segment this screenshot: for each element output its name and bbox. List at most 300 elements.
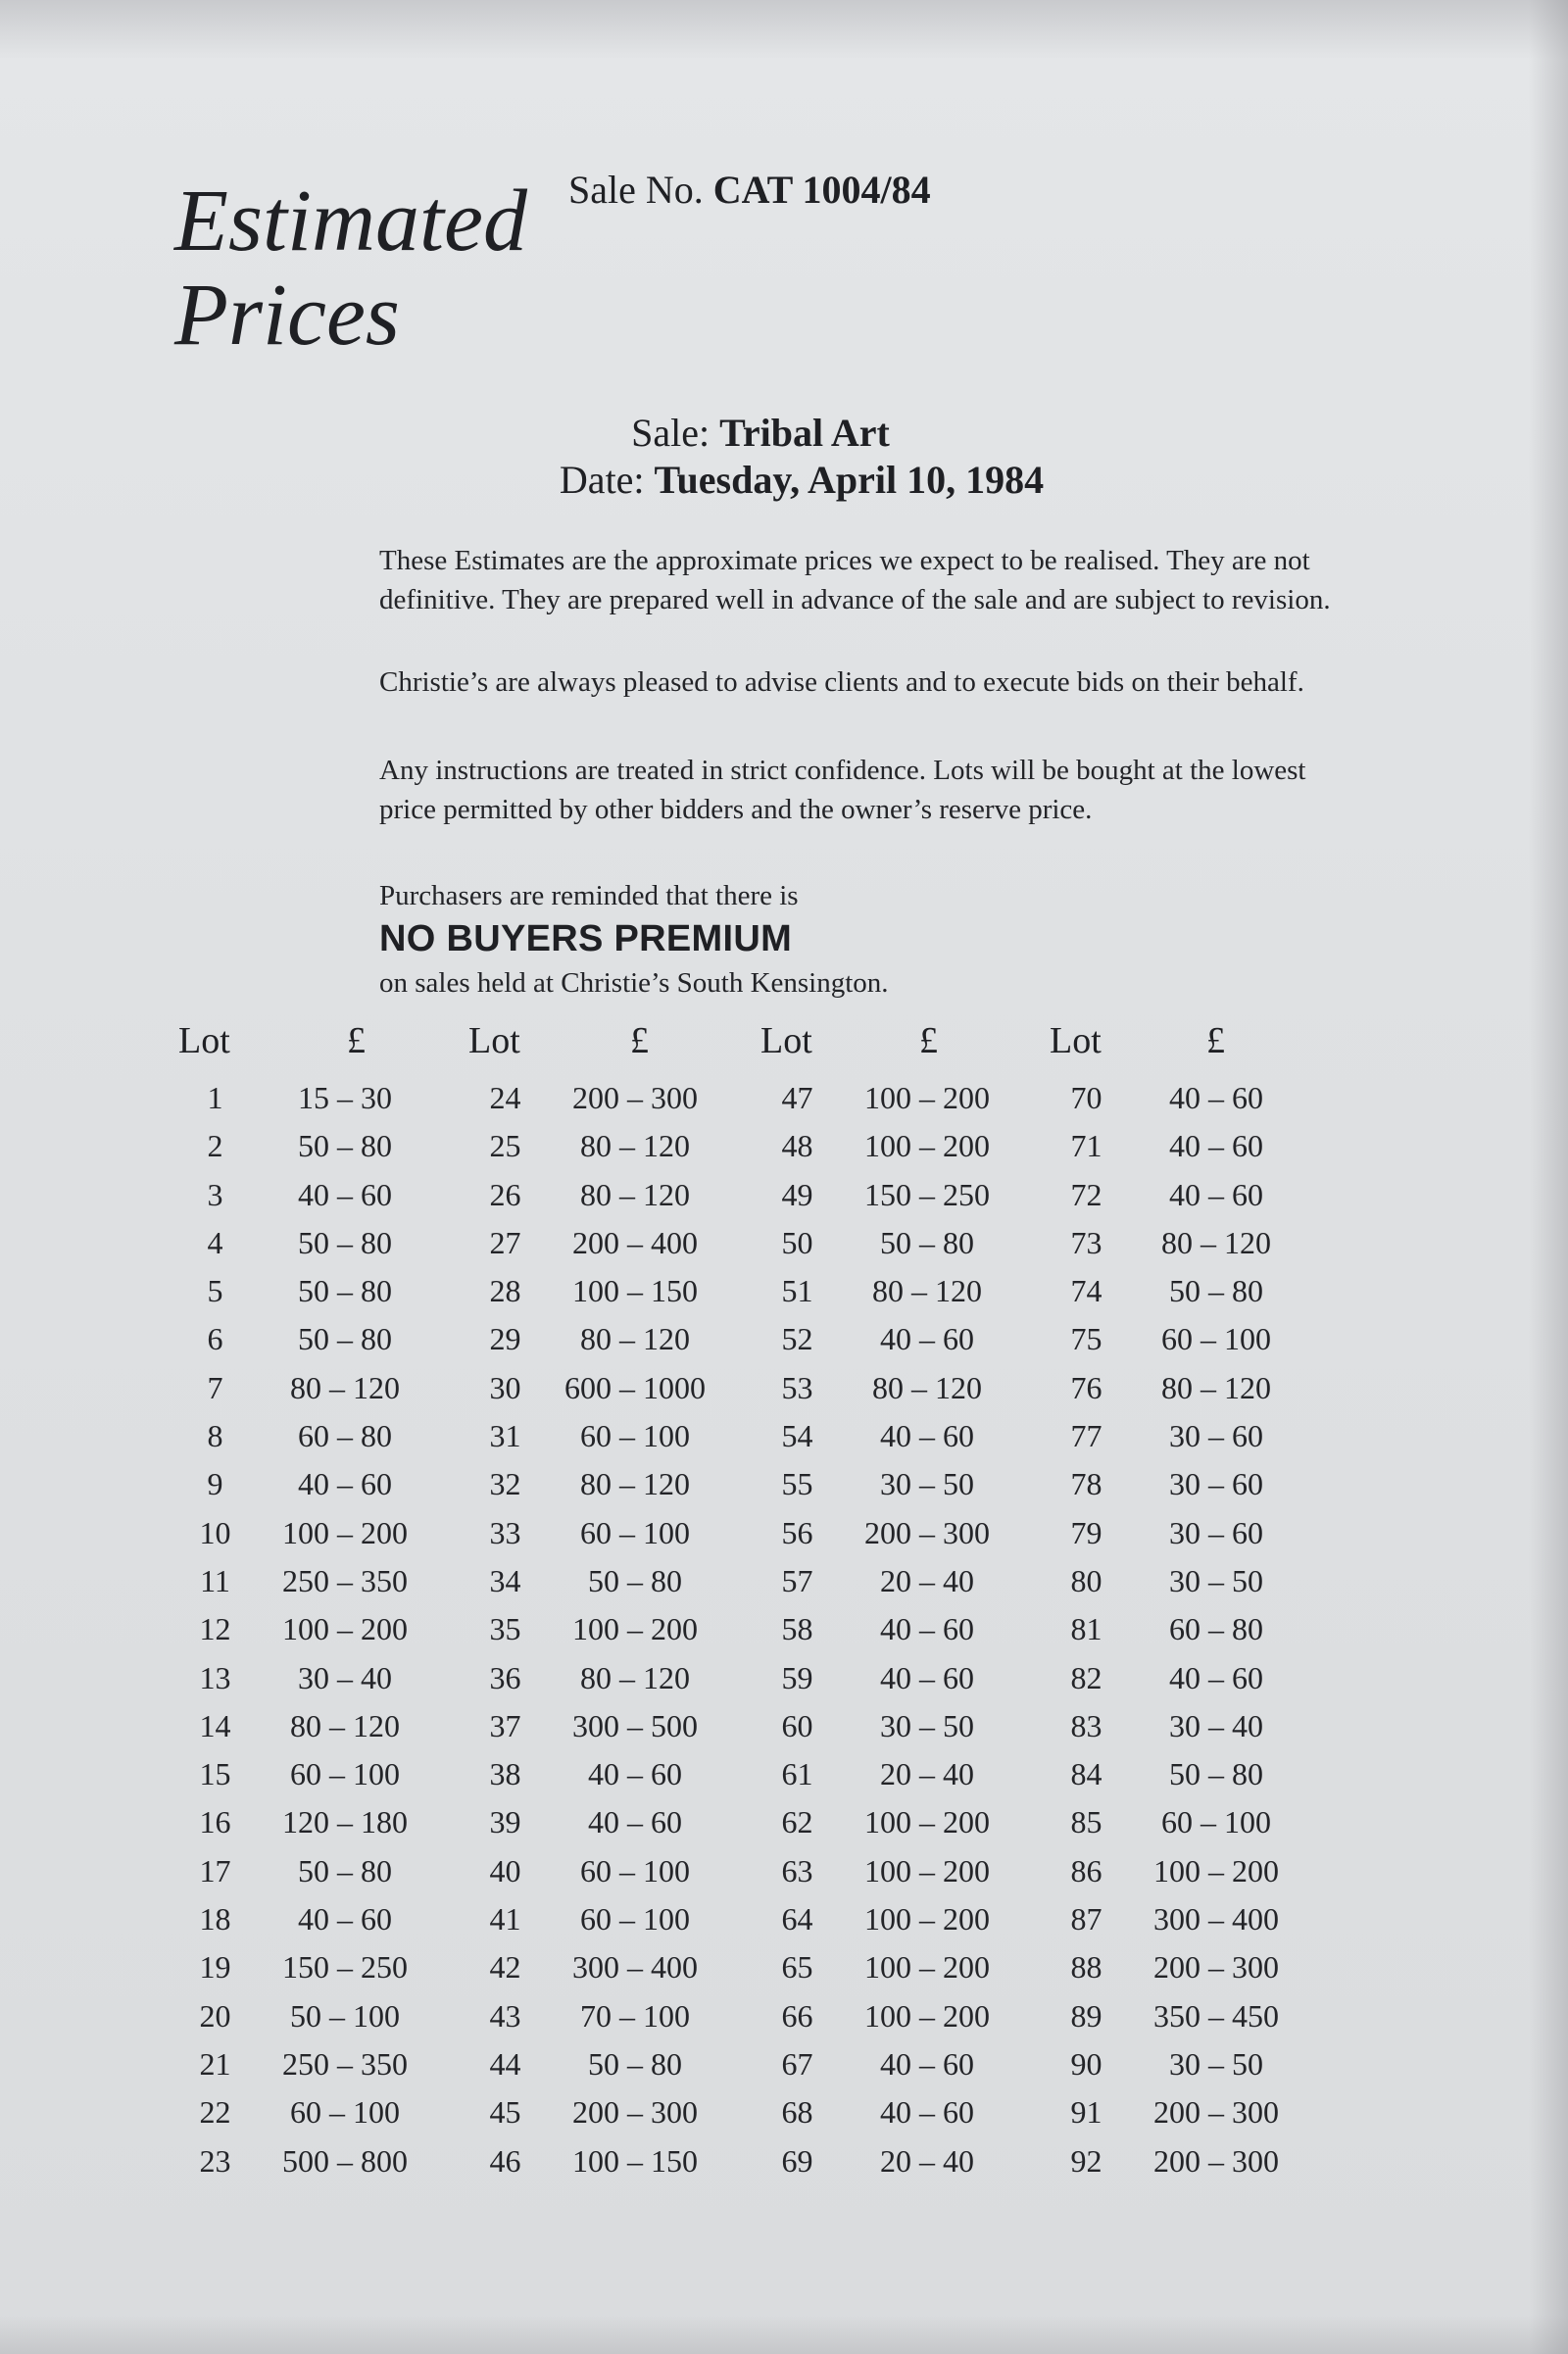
table-row: [468, 1702, 753, 1750]
estimate-range: 30 – 60: [1169, 1418, 1263, 1454]
table-row: [760, 1992, 1045, 2040]
estimate-range: 100 – 200: [282, 1611, 408, 1647]
table-row: [1050, 1750, 1334, 1798]
table-row: [760, 1315, 1045, 1363]
lot-number: 42: [489, 1949, 521, 1986]
table-row: [178, 1509, 463, 1557]
estimate-range: 100 – 200: [864, 1852, 990, 1888]
estimate-range: 50 – 80: [588, 1562, 682, 1598]
estimate-range: 40 – 60: [880, 2094, 974, 2131]
estimate-range: 80 – 120: [872, 1369, 982, 1405]
page-shadow-top: [0, 0, 1568, 59]
estimate-range: 50 – 80: [880, 1224, 974, 1260]
estimate-range: 50 – 80: [298, 1321, 392, 1357]
estimate-range: 200 – 300: [1153, 2142, 1279, 2179]
lot-number: 31: [489, 1418, 521, 1454]
table-row: [178, 1219, 463, 1267]
table-row: [1050, 1895, 1334, 1943]
estimate-range: 80 – 120: [580, 1466, 690, 1502]
estimate-range: 60 – 100: [580, 1514, 690, 1550]
table-row: [468, 1943, 753, 1991]
lot-number: 70: [1070, 1080, 1102, 1115]
lot-number: 34: [489, 1562, 521, 1598]
lot-number: 53: [781, 1369, 813, 1405]
lot-number: 79: [1070, 1514, 1102, 1550]
table-row: [178, 1702, 463, 1750]
lot-number: 60: [781, 1707, 813, 1743]
table-row: [760, 1702, 1045, 1750]
table-row: [1050, 2088, 1334, 2136]
table-row: [468, 1412, 753, 1460]
lot-number: 39: [489, 1804, 521, 1840]
estimate-range: 40 – 60: [588, 1804, 682, 1840]
table-row: [468, 1605, 753, 1653]
lot-number: 36: [489, 1659, 521, 1695]
lot-number: 6: [207, 1321, 223, 1357]
lot-number: 87: [1070, 1901, 1102, 1937]
estimate-range: 30 – 50: [880, 1707, 974, 1743]
lot-number: 33: [489, 1514, 521, 1550]
estimate-range: 250 – 350: [282, 1562, 408, 1598]
estimate-range: 80 – 120: [290, 1369, 400, 1405]
lot-number: 82: [1070, 1659, 1102, 1695]
lot-number: 2: [207, 1128, 223, 1164]
table-row: [1050, 1460, 1334, 1508]
estimate-range: 200 – 400: [572, 1224, 698, 1260]
table-row: [178, 1412, 463, 1460]
lot-number: 8: [207, 1418, 223, 1454]
lot-number: 55: [781, 1466, 813, 1502]
estimate-range: 80 – 120: [580, 1659, 690, 1695]
lot-header: Lot: [468, 1020, 520, 1061]
estimate-range: 20 – 40: [880, 2142, 974, 2179]
lot-number: 92: [1070, 2142, 1102, 2179]
lot-number: 41: [489, 1901, 521, 1937]
table-row: [468, 1895, 753, 1943]
lot-number: 20: [199, 1997, 231, 2034]
estimate-range: 30 – 60: [1169, 1514, 1263, 1550]
lot-number: 12: [199, 1611, 231, 1647]
lot-number: 63: [781, 1852, 813, 1888]
estimate-range: 60 – 100: [290, 2094, 400, 2131]
estimate-range: 60 – 80: [1169, 1611, 1263, 1647]
estimate-range: 80 – 120: [580, 1176, 690, 1212]
estimate-range: 200 – 300: [572, 2094, 698, 2131]
lot-number: 10: [199, 1514, 231, 1550]
page-shadow-bottom: [0, 2315, 1568, 2354]
lot-number: 28: [489, 1273, 521, 1309]
title-line-1: Estimated: [174, 172, 527, 270]
estimate-range: 250 – 350: [282, 2045, 408, 2082]
estimate-range: 300 – 500: [572, 1707, 698, 1743]
no-buyers-premium-heading: NO BUYERS PREMIUM: [379, 918, 793, 959]
lot-number: 15: [199, 1756, 231, 1792]
estimates-column: [760, 1019, 1045, 2185]
sale-name: [0, 410, 1544, 456]
lot-number: 72: [1070, 1176, 1102, 1212]
table-row: [468, 1750, 753, 1798]
estimate-range: 40 – 60: [1169, 1128, 1263, 1164]
table-row: [1050, 1074, 1334, 1122]
estimate-range: 100 – 200: [572, 1611, 698, 1647]
table-row: [760, 1412, 1045, 1460]
estimate-range: 80 – 120: [580, 1128, 690, 1164]
table-row: [468, 2088, 753, 2136]
lot-number: 77: [1070, 1418, 1102, 1454]
lot-number: 9: [207, 1466, 223, 1502]
estimate-range: 100 – 200: [864, 1949, 990, 1986]
lot-number: 57: [781, 1562, 813, 1598]
estimate-range: 80 – 120: [580, 1321, 690, 1357]
lot-number: 21: [199, 2045, 231, 2082]
table-row: [760, 1509, 1045, 1557]
page-title: [174, 174, 527, 363]
lot-number: 89: [1070, 1997, 1102, 2034]
table-row: [178, 2137, 463, 2185]
estimate-range: 100 – 200: [864, 1128, 990, 1164]
table-row: [468, 1509, 753, 1557]
lot-number: 45: [489, 2094, 521, 2131]
lot-number: 7: [207, 1369, 223, 1405]
estimate-range: 40 – 60: [880, 1659, 974, 1695]
table-row: [1050, 1798, 1334, 1846]
lot-number: 47: [781, 1080, 813, 1115]
estimate-range: 50 – 80: [1169, 1756, 1263, 1792]
estimate-range: 50 – 80: [588, 2045, 682, 2082]
sale-number-value: CAT 1004/84: [712, 168, 931, 212]
lot-number: 16: [199, 1804, 231, 1840]
sale-number: [568, 167, 931, 213]
intro-paragraph-location: on sales held at Christie’s South Kensington.: [379, 967, 889, 999]
lot-number: 22: [199, 2094, 231, 2131]
lot-number: 43: [489, 1997, 521, 2034]
estimate-range: 30 – 40: [298, 1659, 392, 1695]
lot-header: Lot: [760, 1020, 812, 1061]
estimate-range: 50 – 80: [1169, 1273, 1263, 1309]
table-row: [178, 1074, 463, 1122]
lot-number: 4: [207, 1224, 223, 1260]
table-row: [468, 2040, 753, 2088]
table-row: [760, 1219, 1045, 1267]
table-row: [178, 1315, 463, 1363]
estimate-range: 40 – 60: [880, 1321, 974, 1357]
table-row: [468, 1315, 753, 1363]
estimate-header: £: [630, 1020, 649, 1061]
estimate-range: 120 – 180: [282, 1804, 408, 1840]
table-row: [178, 1654, 463, 1702]
table-row: [178, 1171, 463, 1219]
lot-number: 48: [781, 1128, 813, 1164]
lot-number: 11: [200, 1562, 230, 1598]
lot-number: 74: [1070, 1273, 1102, 1309]
lot-number: 85: [1070, 1804, 1102, 1840]
lot-number: 86: [1070, 1852, 1102, 1888]
page-shadow-right: [1529, 0, 1568, 2354]
table-row: [1050, 1219, 1334, 1267]
table-row: [1050, 1509, 1334, 1557]
lot-number: 29: [489, 1321, 521, 1357]
table-row: [760, 2040, 1045, 2088]
lot-number: 5: [207, 1273, 223, 1309]
table-row: [1050, 1557, 1334, 1605]
table-row: [1050, 2137, 1334, 2185]
column-header: [1050, 1019, 1334, 1074]
table-row: [760, 1943, 1045, 1991]
column-header: [760, 1019, 1045, 1074]
estimate-range: 100 – 200: [864, 1901, 990, 1937]
lot-number: 23: [199, 2142, 231, 2179]
estimate-range: 30 – 50: [1169, 2045, 1263, 2082]
table-row: [1050, 1605, 1334, 1653]
estimates-column: [1050, 1019, 1334, 2185]
estimate-range: 20 – 40: [880, 1562, 974, 1598]
lot-number: 69: [781, 2142, 813, 2179]
lot-header: Lot: [1050, 1020, 1102, 1061]
sale-name-value: Tribal Art: [719, 411, 890, 455]
lot-number: 46: [489, 2142, 521, 2179]
table-row: [760, 1750, 1045, 1798]
lot-number: 26: [489, 1176, 521, 1212]
estimate-range: 600 – 1000: [564, 1369, 706, 1405]
table-row: [1050, 1702, 1334, 1750]
table-row: [178, 1267, 463, 1315]
table-row: [1050, 1412, 1334, 1460]
lot-number: 38: [489, 1756, 521, 1792]
estimate-range: 100 – 200: [1153, 1852, 1279, 1888]
table-row: [760, 2137, 1045, 2185]
lot-number: 13: [199, 1659, 231, 1695]
estimate-range: 100 – 200: [282, 1514, 408, 1550]
lot-number: 78: [1070, 1466, 1102, 1502]
table-row: [1050, 2040, 1334, 2088]
table-row: [468, 1992, 753, 2040]
estimate-range: 20 – 40: [880, 1756, 974, 1792]
estimate-range: 40 – 60: [588, 1756, 682, 1792]
lot-number: 91: [1070, 2094, 1102, 2131]
estimate-range: 40 – 60: [298, 1176, 392, 1212]
estimate-header: £: [347, 1020, 366, 1061]
lot-number: 3: [207, 1176, 223, 1212]
estimate-range: 150 – 250: [864, 1176, 990, 1212]
estimate-range: 100 – 200: [864, 1997, 990, 2034]
lot-number: 61: [781, 1756, 813, 1792]
estimate-range: 500 – 800: [282, 2142, 408, 2179]
table-row: [178, 1122, 463, 1170]
lot-number: 68: [781, 2094, 813, 2131]
table-row: [468, 2137, 753, 2185]
table-row: [760, 1460, 1045, 1508]
estimates-column: [468, 1019, 753, 2185]
column-header: [468, 1019, 753, 1074]
table-row: [468, 1654, 753, 1702]
estimate-header: £: [919, 1020, 938, 1061]
estimate-range: 60 – 100: [290, 1756, 400, 1792]
table-row: [760, 1605, 1045, 1653]
table-row: [468, 1219, 753, 1267]
estimate-range: 60 – 100: [580, 1852, 690, 1888]
table-row: [178, 1847, 463, 1895]
lot-number: 17: [199, 1852, 231, 1888]
lot-number: 65: [781, 1949, 813, 1986]
table-row: [178, 1895, 463, 1943]
table-row: [1050, 1943, 1334, 1991]
table-row: [468, 1364, 753, 1412]
table-row: [468, 1557, 753, 1605]
table-row: [760, 1654, 1045, 1702]
table-row: [1050, 1654, 1334, 1702]
estimate-range: 100 – 150: [572, 2142, 698, 2179]
table-row: [1050, 1267, 1334, 1315]
lot-number: 40: [489, 1852, 521, 1888]
table-row: [468, 1798, 753, 1846]
table-row: [178, 1605, 463, 1653]
estimate-range: 60 – 100: [580, 1418, 690, 1454]
table-row: [760, 1557, 1045, 1605]
estimate-range: 200 – 300: [864, 1514, 990, 1550]
table-row: [1050, 1315, 1334, 1363]
table-row: [178, 1557, 463, 1605]
estimate-range: 300 – 400: [572, 1949, 698, 1986]
intro-paragraph-advice: Christie’s are always pleased to advise clients and to execute bids on their behalf.: [379, 666, 1304, 698]
estimate-range: 350 – 450: [1153, 1997, 1279, 2034]
lot-number: 90: [1070, 2045, 1102, 2082]
table-row: [760, 1895, 1045, 1943]
table-row: [178, 1992, 463, 2040]
lot-number: 75: [1070, 1321, 1102, 1357]
lot-number: 30: [489, 1369, 521, 1405]
estimates-column: [178, 1019, 463, 2185]
estimate-range: 15 – 30: [298, 1080, 392, 1115]
table-row: [760, 1847, 1045, 1895]
table-row: [760, 1798, 1045, 1846]
table-row: [178, 1364, 463, 1412]
table-row: [1050, 1122, 1334, 1170]
title-line-2: Prices: [174, 267, 400, 364]
estimate-range: 300 – 400: [1153, 1901, 1279, 1937]
lot-number: 35: [489, 1611, 521, 1647]
lot-number: 18: [199, 1901, 231, 1937]
table-row: [760, 1074, 1045, 1122]
estimate-range: 40 – 60: [1169, 1080, 1263, 1115]
estimate-range: 80 – 120: [872, 1273, 982, 1309]
lot-number: 81: [1070, 1611, 1102, 1647]
estimate-range: 40 – 60: [1169, 1659, 1263, 1695]
lot-number: 37: [489, 1707, 521, 1743]
table-row: [760, 1171, 1045, 1219]
intro-paragraph-estimates: These Estimates are the approximate prices we expect to be realised. They are not definitive. They are prepared well in advance of the sale and are subject to revision.: [379, 545, 1331, 615]
estimate-header: £: [1206, 1020, 1225, 1061]
lot-number: 73: [1070, 1224, 1102, 1260]
table-row: [178, 1460, 463, 1508]
estimate-range: 50 – 80: [298, 1128, 392, 1164]
lot-number: 51: [781, 1273, 813, 1309]
lot-number: 88: [1070, 1949, 1102, 1986]
estimate-range: 40 – 60: [1169, 1176, 1263, 1212]
column-header: [178, 1019, 463, 1074]
estimate-range: 50 – 100: [290, 1997, 400, 2034]
lot-number: 44: [489, 2045, 521, 2082]
estimate-range: 40 – 60: [298, 1466, 392, 1502]
lot-number: 52: [781, 1321, 813, 1357]
table-row: [1050, 1171, 1334, 1219]
table-row: [178, 1750, 463, 1798]
estimate-range: 100 – 200: [864, 1080, 990, 1115]
lot-number: 58: [781, 1611, 813, 1647]
sale-date: [18, 457, 1568, 503]
table-row: [178, 2040, 463, 2088]
estimate-range: 80 – 120: [1161, 1224, 1271, 1260]
lot-number: 24: [489, 1080, 521, 1115]
estimate-range: 60 – 100: [580, 1901, 690, 1937]
lot-number: 64: [781, 1901, 813, 1937]
estimate-range: 40 – 60: [298, 1901, 392, 1937]
lot-number: 83: [1070, 1707, 1102, 1743]
estimate-range: 50 – 80: [298, 1224, 392, 1260]
sale-date-value: Tuesday, April 10, 1984: [654, 458, 1045, 502]
estimate-range: 30 – 50: [880, 1466, 974, 1502]
estimate-range: 40 – 60: [880, 2045, 974, 2082]
lot-number: 80: [1070, 1562, 1102, 1598]
estimate-range: 50 – 80: [298, 1852, 392, 1888]
table-row: [760, 2088, 1045, 2136]
sale-name-label: Sale:: [631, 411, 710, 455]
lot-header: Lot: [178, 1020, 230, 1061]
lot-number: 56: [781, 1514, 813, 1550]
estimate-range: 200 – 300: [572, 1080, 698, 1115]
table-row: [760, 1122, 1045, 1170]
lot-number: 1: [207, 1080, 223, 1115]
estimate-range: 200 – 300: [1153, 1949, 1279, 1986]
lot-number: 59: [781, 1659, 813, 1695]
lot-number: 50: [781, 1224, 813, 1260]
estimate-range: 40 – 60: [880, 1418, 974, 1454]
lot-number: 25: [489, 1128, 521, 1164]
estimate-range: 60 – 100: [1161, 1804, 1271, 1840]
estimate-range: 50 – 80: [298, 1273, 392, 1309]
lot-number: 32: [489, 1466, 521, 1502]
estimate-range: 30 – 50: [1169, 1562, 1263, 1598]
estimate-range: 40 – 60: [880, 1611, 974, 1647]
estimate-range: 150 – 250: [282, 1949, 408, 1986]
estimate-range: 30 – 40: [1169, 1707, 1263, 1743]
table-row: [178, 1798, 463, 1846]
table-row: [468, 1460, 753, 1508]
lot-number: 76: [1070, 1369, 1102, 1405]
lot-number: 54: [781, 1418, 813, 1454]
estimate-range: 200 – 300: [1153, 2094, 1279, 2131]
lot-number: 71: [1070, 1128, 1102, 1164]
table-row: [178, 2088, 463, 2136]
table-row: [1050, 1992, 1334, 2040]
table-row: [468, 1074, 753, 1122]
lot-number: 62: [781, 1804, 813, 1840]
lot-number: 84: [1070, 1756, 1102, 1792]
table-row: [178, 1943, 463, 1991]
table-row: [468, 1122, 753, 1170]
intro-paragraph-reminder: Purchasers are reminded that there is: [379, 880, 799, 911]
lot-number: 66: [781, 1997, 813, 2034]
table-row: [760, 1364, 1045, 1412]
estimate-range: 30 – 60: [1169, 1466, 1263, 1502]
table-row: [760, 1267, 1045, 1315]
estimate-range: 60 – 100: [1161, 1321, 1271, 1357]
estimate-range: 80 – 120: [1161, 1369, 1271, 1405]
table-row: [1050, 1847, 1334, 1895]
lot-number: 14: [199, 1707, 231, 1743]
estimate-range: 60 – 80: [298, 1418, 392, 1454]
estimate-range: 100 – 200: [864, 1804, 990, 1840]
table-row: [468, 1267, 753, 1315]
